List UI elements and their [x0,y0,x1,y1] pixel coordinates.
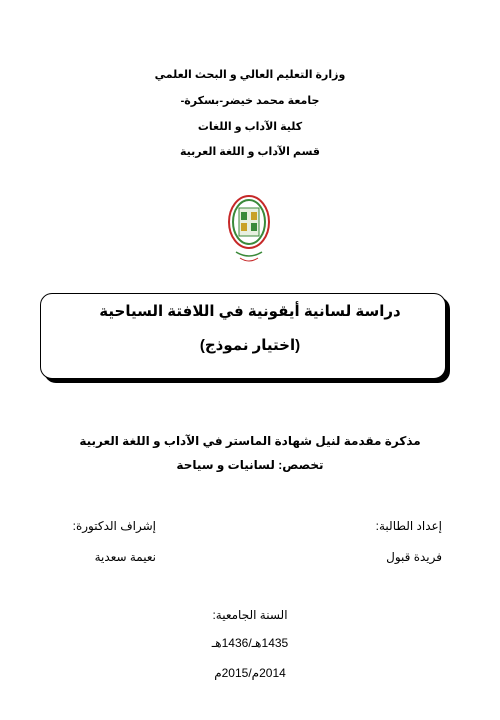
student-name: فريدة قبول [386,550,442,564]
thesis-title: دراسة لسانية أيقونية في اللافتة السياحية [99,303,401,320]
ministry-line: وزارة التعليم العالي و البحث العلمي [154,69,346,81]
university-line: جامعة محمد خيضر-بسكرة- [180,95,320,107]
academic-year-hijri: 1435هـ/1436هـ [211,636,289,650]
supervisor-label: إشراف الدكتورة: [72,519,156,533]
faculty-line: كلية الآداب و اللغات [197,121,303,133]
student-label: إعداد الطالبة: [375,519,442,533]
specialization: تخصص: لسانيات و سياحة [176,458,324,472]
academic-year-gregorian: 2014م/2015م [214,666,286,680]
supervisor-name: نعيمة سعدية [94,550,156,564]
university-seal-icon [226,190,272,274]
thesis-description: مذكرة مقدمة لنيل شهادة الماستر في الآداب و اللغة العربية [79,434,421,448]
department-line: قسم الآداب و اللغة العربية [179,146,321,158]
thesis-subtitle: (اختيار نموذج) [199,337,301,354]
academic-year-label: السنة الجامعية: [212,608,288,622]
